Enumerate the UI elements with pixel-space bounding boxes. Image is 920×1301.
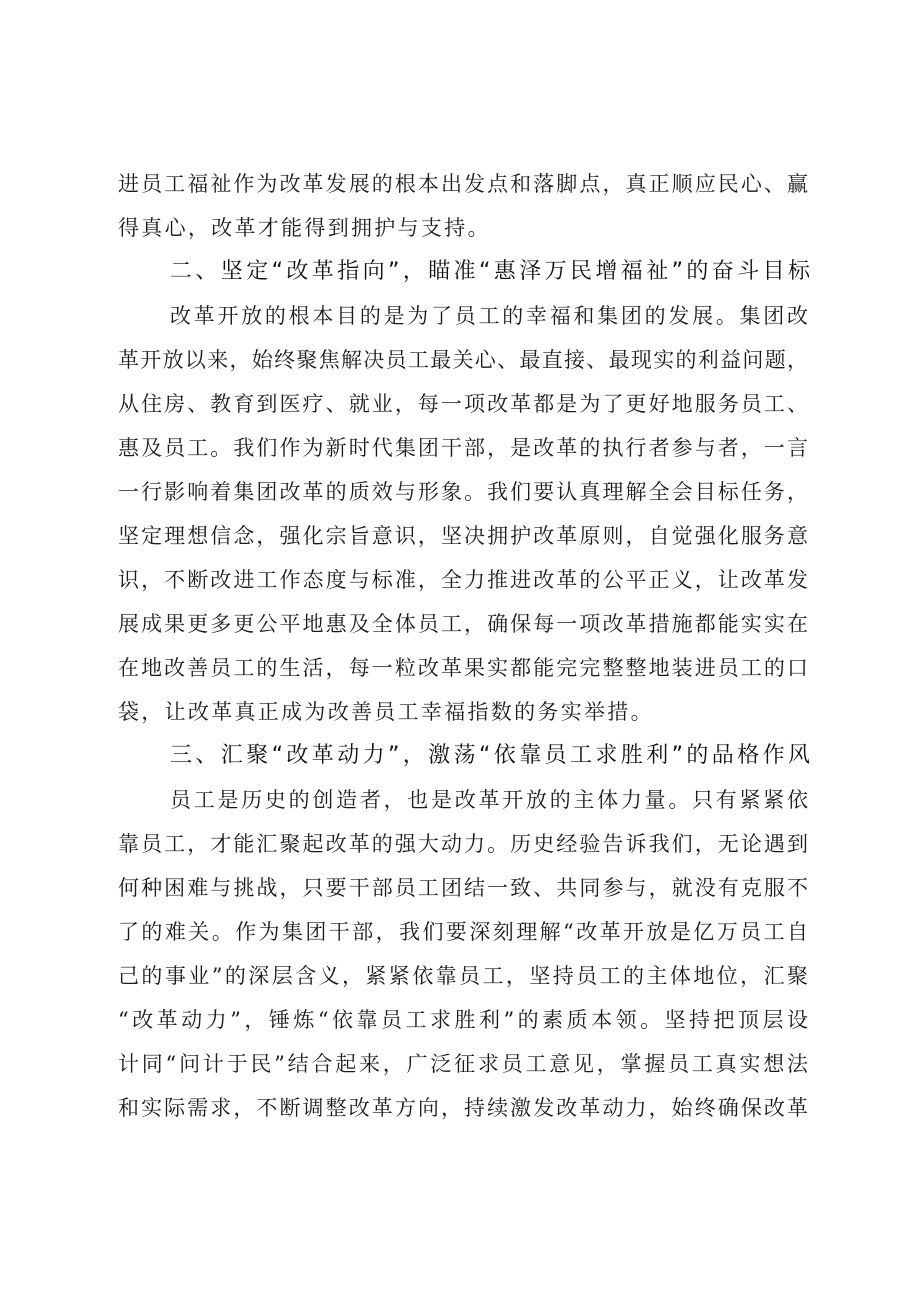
paragraph-line: 革开放以来，始终聚焦解决员工最关心、最直接、最现实的利益问题， [118,348,808,372]
section-heading-3: 三、汇聚“改革动力”，激荡“依靠员工求胜利”的品格作风 [170,743,810,768]
paragraph-line: 一行影响着集团改革的质效与形象。我们要认真理解全会目标任务， [118,480,808,504]
paragraph-line: 靠员工，才能汇聚起改革的强大动力。历史经验告诉我们，无论遇到 [118,832,808,856]
paragraph-line: “改革动力”，锤炼“依靠员工求胜利”的素质本领。坚持把顶层设 [118,1008,808,1032]
section-heading-2: 二、坚定“改革指向”，瞄准“惠泽万民增福祉”的奋斗目标 [170,259,810,284]
paragraph-line: 惠及员工。我们作为新时代集团干部，是改革的执行者参与者，一言 [118,436,808,460]
paragraph-line: 改革开放的根本目的是为了员工的幸福和集团的发展。集团改 [170,304,808,328]
paragraph-line: 展成果更多更公平地惠及全体员工，确保每一项改革措施都能实实在 [118,612,808,636]
paragraph-line: 得真心，改革才能得到拥护与支持。 [118,216,491,240]
paragraph-line: 计同“问计于民”结合起来，广泛征求员工意见，掌握员工真实想法 [118,1052,808,1076]
paragraph-line: 了的难关。作为集团干部，我们要深刻理解“改革开放是亿万员工自 [118,920,808,944]
paragraph-line: 己的事业”的深层含义，紧紧依靠员工，坚持员工的主体地位，汇聚 [118,964,808,988]
paragraph-line: 袋，让改革真正成为改善员工幸福指数的务实举措。 [118,700,654,724]
paragraph-line: 进员工福祉作为改革发展的根本出发点和落脚点，真正顺应民心、赢 [118,172,808,196]
paragraph-line: 坚定理想信念，强化宗旨意识，坚决拥护改革原则，自觉强化服务意 [118,524,808,548]
paragraph-line: 识，不断改进工作态度与标准，全力推进改革的公平正义，让改革发 [118,568,808,592]
paragraph-line: 在地改善员工的生活，每一粒改革果实都能完完整整地装进员工的口 [118,656,808,680]
paragraph-line: 从住房、教育到医疗、就业，每一项改革都是为了更好地服务员工、 [118,392,808,416]
paragraph-line: 员工是历史的创造者，也是改革开放的主体力量。只有紧紧依 [170,788,808,812]
paragraph-line: 何种困难与挑战，只要干部员工团结一致、共同参与，就没有克服不 [118,876,808,900]
paragraph-line: 和实际需求，不断调整改革方向，持续激发改革动力，始终确保改革 [118,1096,808,1120]
